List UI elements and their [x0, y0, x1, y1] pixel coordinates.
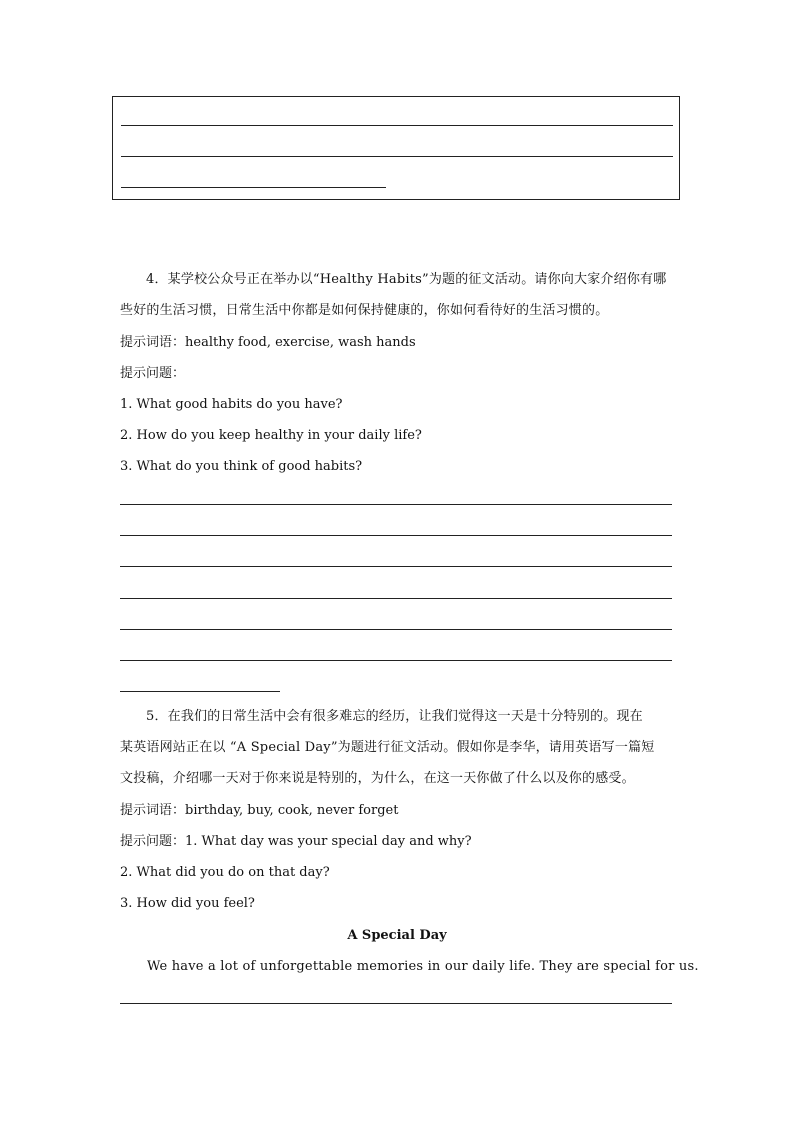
q4-question-1: 1. What good habits do you have? — [120, 397, 343, 412]
q4-answer-line — [120, 660, 672, 661]
answer-line — [121, 187, 386, 188]
q4-answer-line — [120, 504, 672, 505]
q4-answer-line — [120, 535, 672, 536]
q4-question-2: 2. How do you keep healthy in your daily life? — [120, 428, 422, 443]
q4-answer-line — [120, 691, 280, 692]
q5-hint-words: 提示词语：birthday, buy, cook, never forget — [120, 803, 399, 818]
q4-prompt-line-1: 4．某学校公众号正在举办以“Healthy Habits”为题的征文活动。请你向大家介绍你有哪 — [146, 272, 667, 287]
q4-hint-questions-label: 提示问题： — [120, 366, 186, 381]
q5-essay-opening: We have a lot of unforgettable memories in our daily life. They are special for us. — [147, 959, 699, 974]
q4-question-3: 3. What do you think of good habits? — [120, 459, 363, 474]
answer-box-previous — [112, 96, 680, 200]
q4-answer-line — [120, 598, 672, 599]
answer-line — [121, 156, 673, 157]
q4-hint-words: 提示词语：healthy food, exercise, wash hands — [120, 335, 416, 350]
q4-answer-line — [120, 629, 672, 630]
q4-prompt-line-2: 些好的生活习惯，日常生活中你都是如何保持健康的，你如何看待好的生活习惯的。 — [120, 303, 609, 318]
q5-answer-line — [120, 1003, 672, 1004]
q5-hint-question-1: 提示问题：1. What day was your special day and why? — [120, 834, 472, 849]
q5-prompt-line-2: 某英语网站正在以 “A Special Day”为题进行征文活动。假如你是李华，请用英语写一篇短 — [120, 740, 655, 755]
q5-essay-title: A Special Day — [347, 928, 447, 943]
q4-answer-line — [120, 566, 672, 567]
answer-line — [121, 125, 673, 126]
q5-question-2: 2. What did you do on that day? — [120, 865, 330, 880]
q5-question-3: 3. How did you feel? — [120, 896, 255, 911]
q5-prompt-line-3: 文投稿，介绍哪一天对于你来说是特别的，为什么，在这一天你做了什么以及你的感受。 — [120, 771, 635, 786]
q5-prompt-line-1: 5．在我们的日常生活中会有很多难忘的经历，让我们觉得这一天是十分特别的。现在 — [146, 709, 643, 724]
